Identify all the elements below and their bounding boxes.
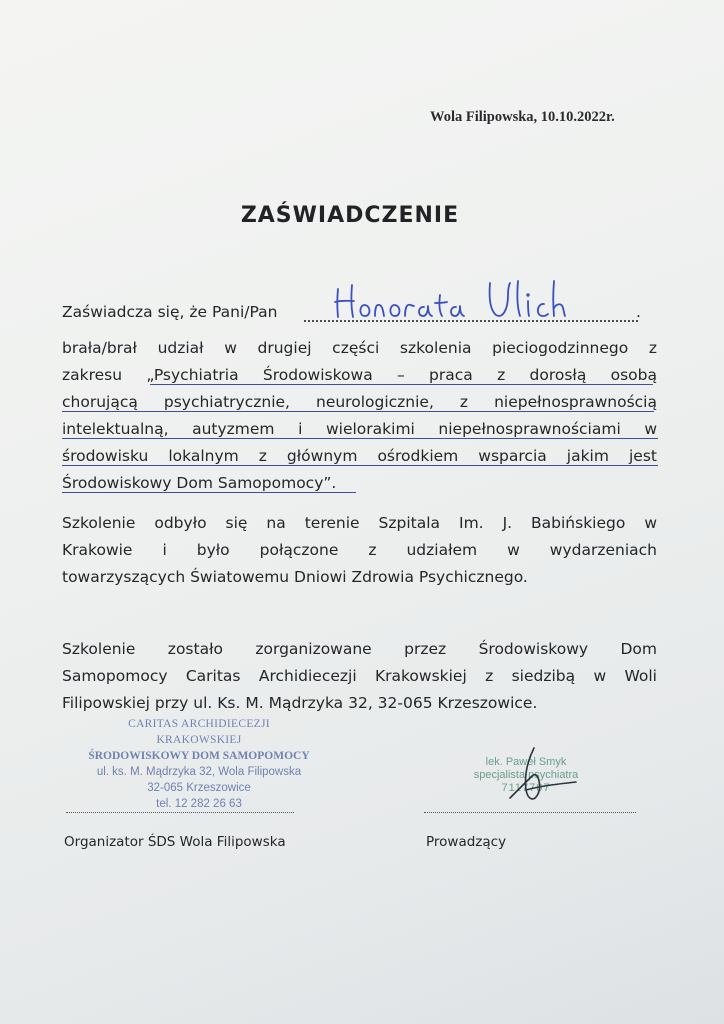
- stamp-line: lek. Paweł Smyk: [485, 756, 567, 768]
- intro-period: .: [636, 303, 641, 321]
- left-signature-line: [66, 812, 294, 813]
- organizer-stamp: [84, 716, 314, 812]
- paragraph-line: Szkolenie odbyło się na terenie Szpitala Im. J. Babińskiego w: [62, 514, 657, 532]
- stamp-line: specjalista psychiatra: [473, 769, 579, 781]
- paragraph-line: Filipowskiej przy ul. Ks. M. Mądrzyka 32, 32-065 Krzeszowice.: [62, 694, 538, 712]
- pen-underline: [62, 492, 356, 493]
- paragraph-line: towarzyszących Światowemu Dniowi Zdrowia Psychicznego.: [62, 568, 528, 586]
- doctor-signature: [488, 740, 598, 810]
- pen-underline: [62, 438, 658, 439]
- pen-underline: [62, 411, 654, 412]
- stamp-line: tel. 12 282 26 63: [156, 798, 242, 810]
- paragraph-line: Środowiskowy Dom Samopomocy”.: [62, 474, 337, 492]
- stamp-line: 32-065 Krzeszowice: [147, 782, 251, 794]
- intro-text: Zaświadcza się, że Pani/Pan: [62, 303, 278, 321]
- paragraph-line: środowisku lokalnym z głównym ośrodkiem wsparcia jakim jest: [62, 447, 657, 465]
- organizer-label: Organizator ŚDS Wola Filipowska: [64, 834, 286, 850]
- paragraph-line: zakresu „Psychiatria Środowiskowa – praca z dorosłą osobą: [62, 366, 657, 384]
- right-signature-line: [424, 812, 636, 813]
- stamp-line: 7117787: [501, 782, 551, 794]
- document-date: Wola Filipowska, 10.10.2022r.: [430, 109, 615, 125]
- paragraph-line: Samopomocy Caritas Archidiecezji Krakowskiej z siedzibą w Woli: [62, 667, 657, 685]
- paragraph-course-details: [62, 335, 657, 497]
- paragraph-line: Szkolenie zostało zorganizowane przez Środowiskowy Dom: [62, 640, 657, 658]
- paragraph-line: intelektualną, autyzmem i wielorakimi niepełnosprawnościami w: [62, 420, 657, 438]
- pen-underline: [150, 384, 653, 385]
- paragraph-organizer: [62, 636, 657, 717]
- paragraph-training-location: [62, 510, 657, 591]
- stamp-line: CARITAS ARCHIDIECEZJI KRAKOWSKIEJ: [128, 718, 270, 746]
- document-title: ZAŚWIADCZENIE: [240, 203, 460, 228]
- stamp-line: ul. ks. M. Mądrzyka 32, Wola Filipowska: [96, 766, 302, 778]
- pen-underline: [62, 465, 658, 466]
- paragraph-line: brała/brał udział w drugiej części szkolenia pieciogodzinnego z: [62, 339, 657, 357]
- paragraph-line: Krakowie i było połączone z udziałem w wydarzeniach: [62, 541, 657, 559]
- instructor-label: Prowadzący: [426, 834, 507, 850]
- stamp-line: ŚRODOWISKOWY DOM SAMOPOMOCY: [88, 750, 310, 762]
- paragraph-line: chorującą psychiatrycznie, neurologicznie, z niepełnosprawnością: [62, 393, 657, 411]
- handwritten-name-signature: [332, 275, 592, 325]
